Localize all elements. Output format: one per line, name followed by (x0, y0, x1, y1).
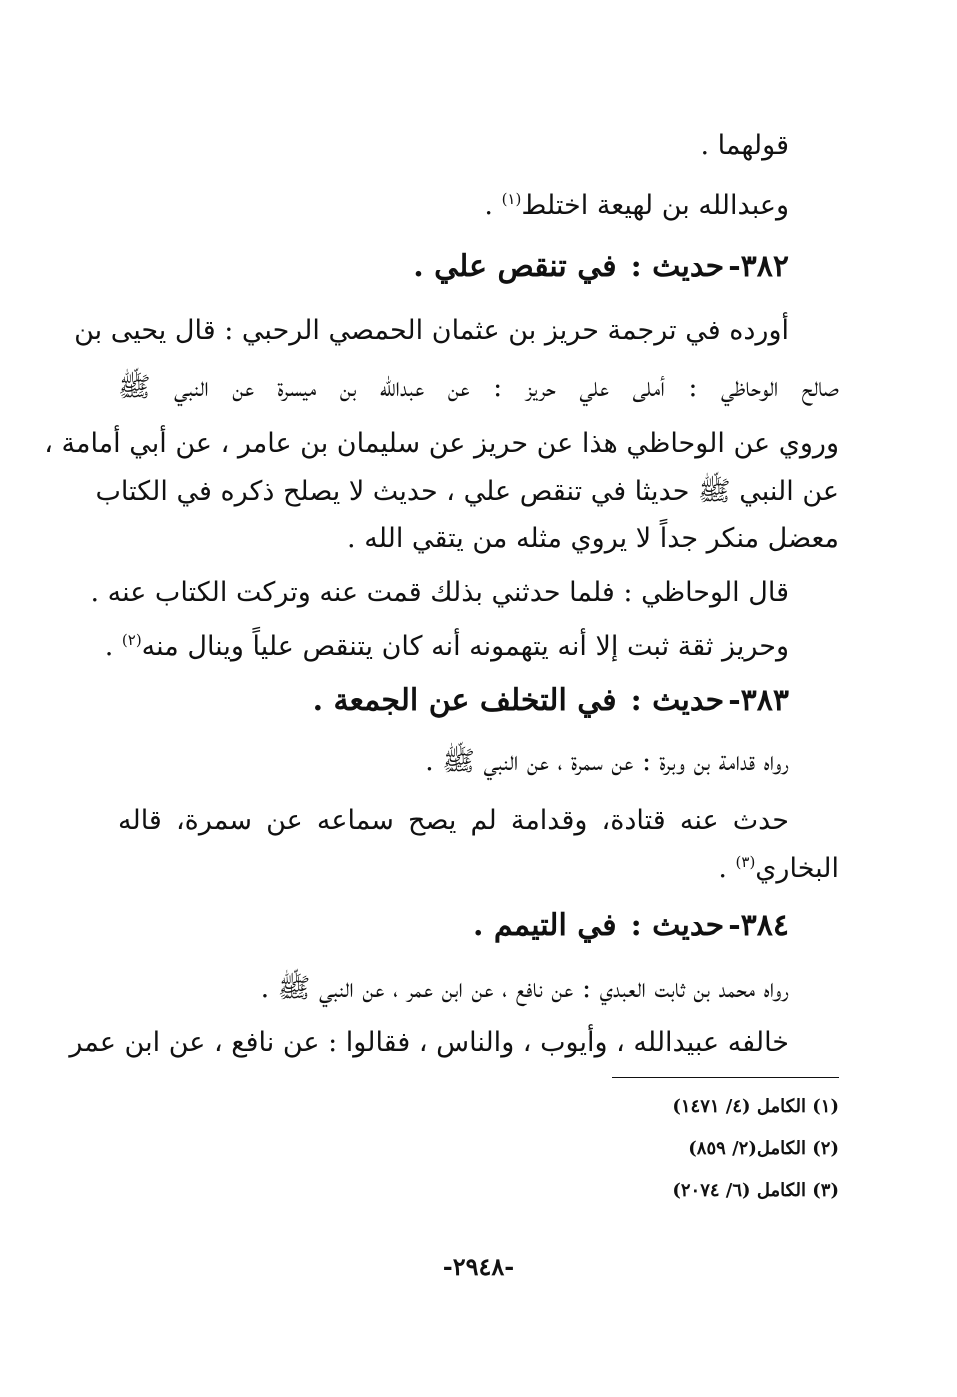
hadith-heading-382 (413, 249, 789, 284)
text-span: صالح الوحاظي : أملى علي حريز : عن عبدالله بن ميسرة عن النبي ﷺ (118, 372, 839, 403)
text-span: معضل منكر جداً لا يروي مثله من يتقي الله . (347, 523, 839, 554)
text-span: أورده في ترجمة حريز بن عثمان الحمصي الرحبي : قال يحيى بن (74, 315, 789, 346)
text-line (484, 192, 789, 219)
text-span: . (104, 631, 122, 662)
text-line (718, 855, 839, 882)
hadith-title: في تنقص علي . (413, 249, 617, 284)
page-number: -٢٩٤٨- (442, 1252, 515, 1281)
text-span: وحريز ثقة ثبت إلا أنه يتهمونه أنه كان يتنقص علياً وينال منه (141, 631, 789, 662)
hadith-number: ٣٨٤- (728, 908, 789, 943)
text-line (425, 748, 789, 775)
footnote-1: (١) الكامل (٤/ ١٤٧١) (672, 1096, 839, 1117)
text-span: . (718, 853, 736, 884)
footnote-ref: (١) (501, 190, 522, 208)
text-span: عن النبي ﷺ حديثا في تنقص علي ، حديث لا يصلح ذكره في الكتاب (95, 476, 839, 507)
text-line (118, 374, 839, 401)
text-line (261, 975, 789, 1002)
footnote-3: (٣) الكامل (٦/ ٢٠٧٤) (672, 1180, 839, 1201)
hadith-label: حديث : (630, 249, 725, 284)
text-line (347, 525, 839, 552)
footnote-divider (612, 1077, 839, 1078)
text-span: قال الوحاظي : فلما حدثني بذلك قمت عنه وتركت الكتاب عنه . (90, 577, 789, 608)
hadith-heading-384 (473, 908, 789, 943)
text-span: . (484, 190, 502, 221)
text-span: حدث عنه قتادة، وقدامة لم يصح سماعه عن سمرة، قاله (118, 805, 789, 836)
footnote-2: (٢) الكامل(٢/ ٨٥٩) (688, 1138, 839, 1159)
text-span: خالفه عبيدالله ، وأيوب ، والناس ، فقالوا : عن نافع ، عن ابن عمر (69, 1027, 789, 1058)
text-span: وروي عن الوحاظي هذا عن حريز عن سليمان بن عامر ، عن أبي أمامة ، (44, 428, 839, 459)
hadith-label: حديث : (630, 683, 725, 718)
hadith-number: ٣٨٣- (728, 683, 789, 718)
text-line (95, 476, 839, 507)
text-span: البخاري (755, 853, 839, 884)
text-line (74, 315, 789, 346)
hadith-heading-383 (312, 683, 789, 718)
text-line (44, 428, 839, 459)
footnote-ref: (٣) (735, 853, 756, 871)
text-span: وعبدالله بن لهيعة اختلط (521, 190, 789, 221)
footnote-ref: (٢) (121, 631, 142, 649)
text-span: رواه محمد بن ثابت العبدي : عن نافع ، عن ابن عمر ، عن النبي ﷺ . (260, 973, 789, 1004)
hadith-title: في التيمم . (473, 908, 617, 943)
hadith-label: حديث : (630, 908, 725, 943)
text-span: رواه قدامة بن وبرة : عن سمرة ، عن النبي ﷺ . (425, 746, 789, 777)
text-line (90, 579, 789, 606)
text-line (118, 807, 789, 834)
hadith-number: ٣٨٢- (728, 249, 789, 284)
text-span: قولهما . (700, 130, 789, 161)
text-line (69, 1027, 789, 1058)
hadith-title: في التخلف عن الجمعة . (312, 683, 617, 718)
text-line (700, 132, 789, 159)
text-line (105, 633, 789, 660)
